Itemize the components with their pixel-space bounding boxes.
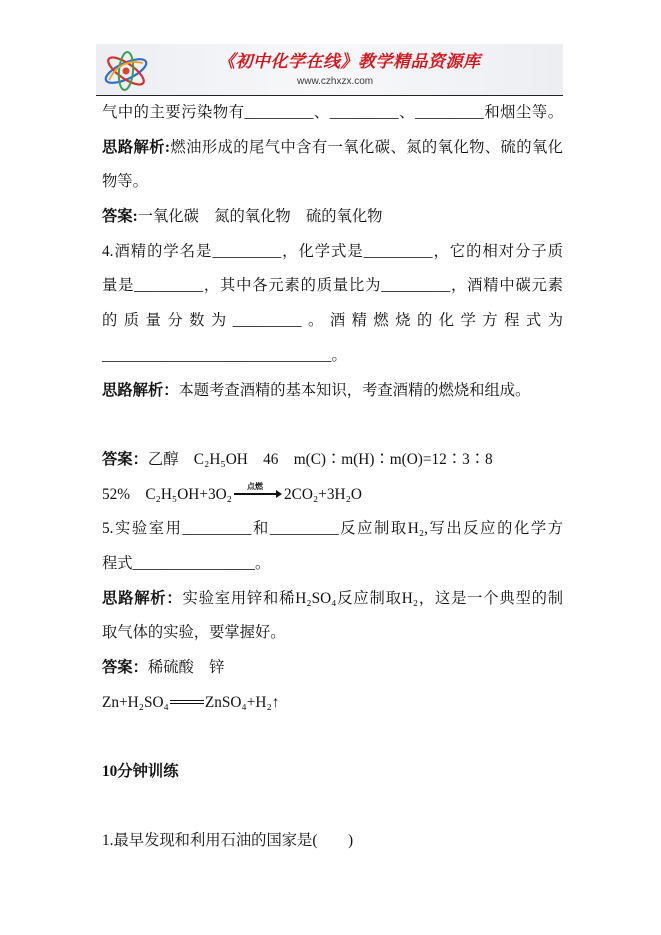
equation-reactants: Zn+H₂SO₄	[102, 693, 169, 711]
equation-products: 2CO₂+3H₂O	[284, 485, 362, 503]
answer-label: 答案:	[102, 208, 138, 226]
answer-label: 答案：	[102, 659, 148, 676]
question-4-stem-line-4: ______________________________。	[102, 346, 347, 364]
question-4-stem-line-3: 的质量分数为_________。酒精燃烧的化学方程式为	[102, 312, 563, 330]
analysis-text: 燃油形成的尾气中含有一氧化碳、氮的氧化物、硫的氧化	[169, 138, 563, 156]
answer-text: 一氧化碳 氮的氧化物 硫的氧化物	[137, 208, 383, 226]
question-4-stem-line-1: 4.酒精的学名是_________，化学式是_________，它的相对分子质	[102, 242, 563, 260]
blank-line	[102, 408, 563, 443]
equation-reactants: 52% C₂H₅OH+3O₂	[102, 485, 233, 503]
header-title: 《初中化学在线》教学精品资源库	[218, 52, 481, 72]
blank-line	[102, 790, 563, 825]
question-5-stem-line-1: 5.实验室用_________和_________反应制取H₂,写出反应的化学方	[102, 520, 563, 538]
answer-label: 答案：	[102, 450, 148, 468]
question-4-stem-line-2: 量是_________，其中各元素的质量比为_________，酒精中碳元素	[102, 277, 563, 295]
question-5-answer-equation	[102, 686, 563, 721]
question-3-analysis-line-1	[102, 131, 563, 166]
equation-products: ZnSO₄+H₂↑	[204, 693, 280, 711]
analysis-text: 实验室用锌和稀H₂SO₄反应制取H₂，这是一个典型的制	[182, 589, 563, 607]
answer-text: 稀硫酸 锌	[147, 659, 225, 676]
question-3-stem-tail: 气中的主要污染物有_________、_________、_________和烟尘等。	[102, 104, 563, 121]
analysis-label: 思路解析：	[102, 381, 179, 399]
question-3-answer	[102, 200, 563, 235]
practice-question-1: 1.最早发现和利用石油的国家是( )	[102, 832, 354, 850]
arrow-right-icon	[234, 493, 276, 495]
question-4-answer-equation	[102, 478, 563, 513]
question-5-stem-line-2: 程式________________。	[102, 554, 271, 572]
document-body	[102, 96, 563, 859]
analysis-text: 本题考查酒精的基本知识，考查酒精的燃烧和组成。	[178, 381, 531, 399]
blank-line	[102, 720, 563, 755]
atom-logo-icon	[100, 49, 152, 93]
question-5-analysis-line-1	[102, 582, 563, 617]
analysis-label: 思路解析：	[102, 589, 183, 607]
reaction-condition: 点燃	[247, 481, 264, 491]
question-5-answer	[102, 651, 563, 686]
question-4-answer-line-1	[102, 443, 563, 478]
question-5-analysis-line-2: 取气体的实验，要掌握好。	[102, 624, 286, 642]
question-4-analysis	[102, 374, 563, 409]
question-3-analysis-line-2: 物等。	[102, 173, 148, 191]
header-url: www.czhxzx.com	[297, 76, 374, 87]
document-header	[96, 44, 563, 95]
analysis-label: 思路解析:	[102, 138, 170, 156]
section-title: 10分钟训练	[102, 763, 179, 781]
answer-text: 乙醇 C₂H₅OH 46 m(C)∶m(H)∶m(O)=12∶3∶8	[147, 450, 493, 468]
reaction-arrow	[234, 481, 282, 499]
double-equals-icon	[170, 700, 204, 704]
